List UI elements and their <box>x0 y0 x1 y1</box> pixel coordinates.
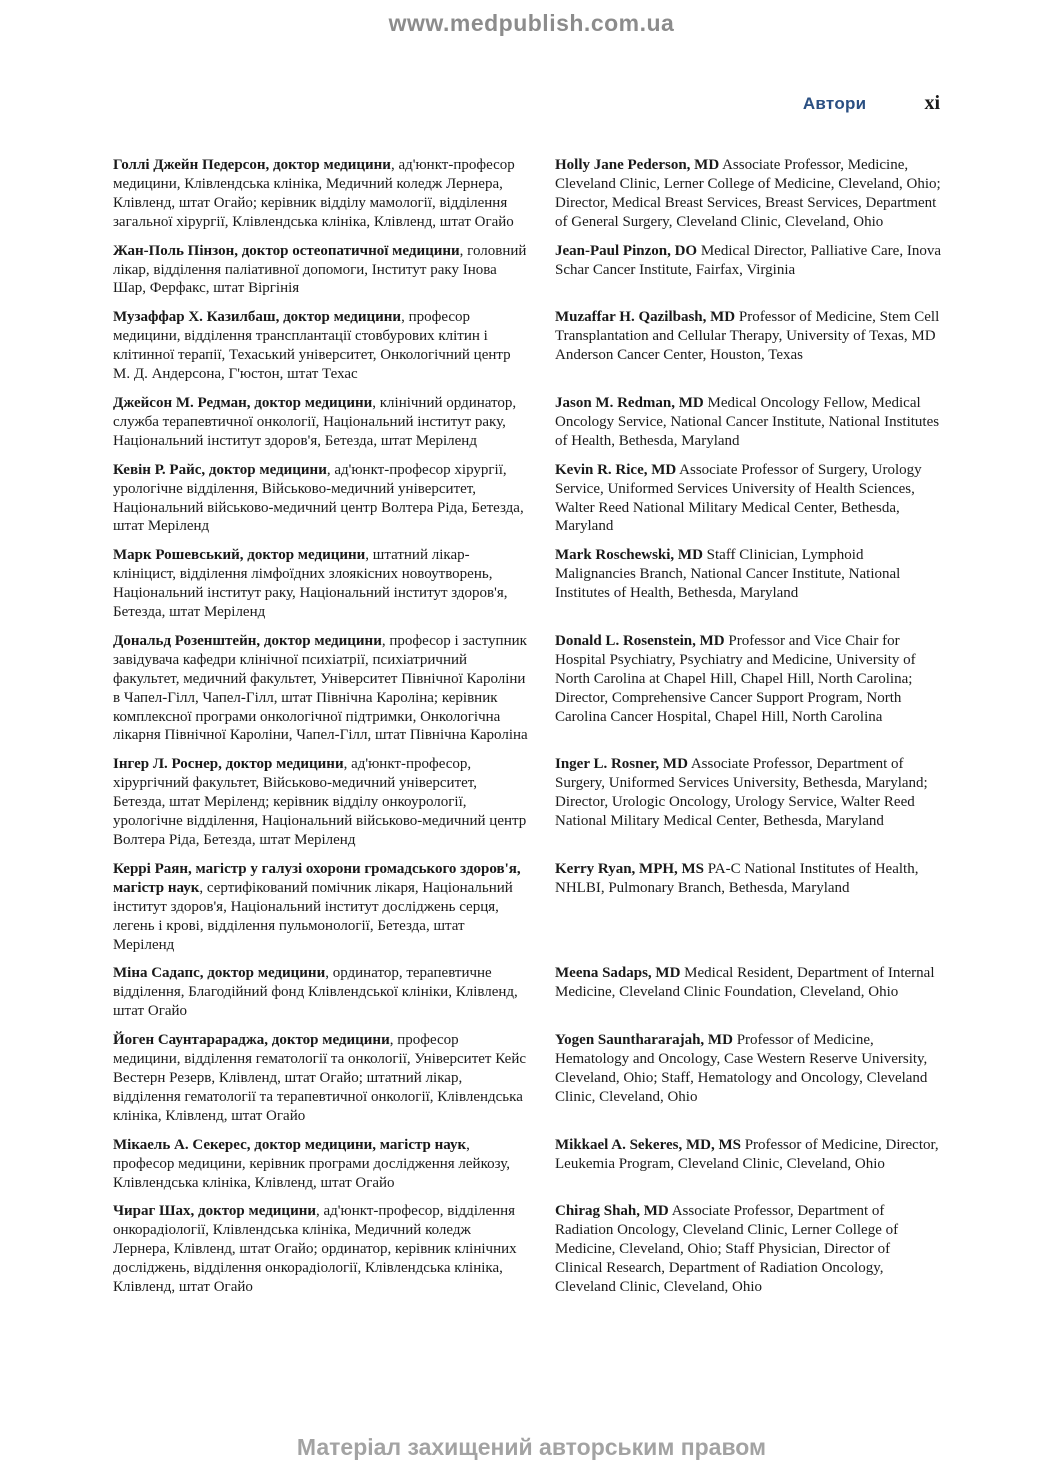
author-affiliation-ua: , ад'юнкт-професор, відділення онкорадіології, Клівлендська клініка, Медичний коледж Лернера, Клівленд, штат Огайо; ординатор, керівник клінічних досліджень, відділення онкорадіології, Клівлендська клініка, Клівленд, штат Огайо <box>113 1203 517 1296</box>
author-name-ua: Йоген Саунтарараджа, доктор медицини <box>113 1032 390 1049</box>
author-name-ua: Джейсон М. Редман, доктор медицини <box>113 394 373 411</box>
author-entry-ukrainian <box>113 242 529 299</box>
author-affiliation-en: Associate Professor, Medicine, Cleveland Clinic, Lerner College of Medicine, Cleveland, Ohio; Director, Medical Breast Services, Breast Services, Department of General Surgery, Cleveland Clinic, Cleveland, Ohio <box>555 157 941 230</box>
author-name-en: Mikkael A. Sekeres, MD, MS <box>555 1136 741 1153</box>
author-entry-ukrainian <box>113 1136 529 1193</box>
author-name-ua: Інгер Л. Роснер, доктор медицини <box>113 756 344 773</box>
author-affiliation-ua: , професор медицини, керівник програми дослідження лейкозу, Клівлендська клініка, Клівленд, штат Огайо <box>113 1136 510 1191</box>
author-entry-english <box>555 964 941 1021</box>
author-name-en: Jason M. Redman, MD <box>555 394 704 411</box>
author-name-ua: Дональд Розенштейн, доктор медицини <box>113 632 382 649</box>
author-name-en: Holly Jane Pederson, MD <box>555 157 720 173</box>
author-name-en: Jean-Paul Pinzon, DO <box>555 242 698 259</box>
author-affiliation-en: Medical Director, Palliative Care, Inova Schar Cancer Institute, Fairfax, Virginia <box>555 242 941 278</box>
author-name-en: Meena Sadaps, MD <box>555 965 681 982</box>
author-affiliation-ua: , штатний лікар-клініцист, відділення лімфоїдних злоякісних новоутворень, Національний інститут раку, Національний інститут здоров'я, Бетезда, штат Меріленд <box>113 547 508 621</box>
author-entry-ukrainian <box>113 308 529 384</box>
author-entry-ukrainian <box>113 1031 529 1126</box>
author-entry-english <box>555 461 941 537</box>
author-entry <box>113 308 941 384</box>
author-name-en: Inger L. Rosner, MD <box>555 756 688 773</box>
author-entry <box>113 1202 941 1297</box>
author-affiliation-ua: , професор і заступник завідувача кафедри клінічної психіатрії, психіатричний факультет, медичний факультет, Університет Північної Кароліни в Чапел-Гілл, Чапел-Гілл, штат Північна Кароліна; керівник комплексної програми онкологічної підтримки, Онкологічна лікарня Північної Кароліни, Чапел-Гілл, штат Північна Кароліна <box>113 632 528 744</box>
author-name-en: Kevin R. Rice, MD <box>555 461 677 478</box>
author-entry-english <box>555 546 941 622</box>
author-entry-ukrainian <box>113 1202 529 1297</box>
author-affiliation-en: PA-C National Institutes of Health, NHLBI, Pulmonary Branch, Bethesda, Maryland <box>555 860 919 896</box>
author-entry-english <box>555 1136 941 1193</box>
author-affiliation-en: Staff Clinician, Lymphoid Malignancies Branch, National Cancer Institute, National Institutes of Health, Bethesda, Maryland <box>555 547 901 602</box>
author-name-en: Yogen Saunthararajah, MD <box>555 1032 733 1049</box>
author-entry-ukrainian <box>113 394 529 451</box>
author-affiliation-en: Professor of Medicine, Director, Leukemia Program, Cleveland Clinic, Cleveland, Ohio <box>555 1136 939 1172</box>
author-entry-english <box>555 1202 941 1297</box>
author-entry <box>113 461 941 537</box>
author-entry-english <box>555 394 941 451</box>
author-entry-english <box>555 632 941 745</box>
author-affiliation-ua: , професор медицини, відділення трансплантації стовбурових клітин і клітинної терапії, Техаський університет, Онкологічний центр М. Д. Андерсона, Г'юстон, штат Техас <box>113 309 511 383</box>
author-affiliation-en: Medical Oncology Fellow, Medical Oncology Service, National Cancer Institute, National Institutes of Health, Bethesda, Maryland <box>555 394 940 449</box>
author-affiliation-ua: , клінічний ординатор, служба терапевтичної онкології, Національний інститут раку, Національний інститут здоров'я, Бетезда, штат Меріленд <box>113 394 517 449</box>
author-name-ua: Жан-Поль Пінзон, доктор остеопатичної медицини <box>113 242 460 259</box>
author-entry <box>113 755 941 850</box>
author-entry-ukrainian <box>113 156 529 232</box>
author-affiliation-en: Medical Resident, Department of Internal Medicine, Cleveland Clinic Foundation, Cleveland, Ohio <box>555 965 935 1001</box>
author-entry-english <box>555 860 941 955</box>
author-entry <box>113 156 941 232</box>
author-name-en: Chirag Shah, MD <box>555 1203 669 1220</box>
author-entry-english <box>555 308 941 384</box>
author-name-en: Mark Roschewski, MD <box>555 547 703 564</box>
author-entry-ukrainian <box>113 860 529 955</box>
author-entry <box>113 242 941 299</box>
author-entry <box>113 964 941 1021</box>
author-name-en: Kerry Ryan, MPH, MS <box>555 860 705 877</box>
author-affiliation-ua: , головний лікар, відділення паліативної допомоги, Інститут раку Інова Шар, Ферфакс, штат Віргінія <box>113 242 527 297</box>
author-affiliation-en: Professor of Medicine, Hematology and Oncology, Case Western Reserve University, Cleveland, Ohio; Staff, Hematology and Oncology, Cleveland Clinic, Cleveland, Ohio <box>555 1032 928 1105</box>
author-name-ua: Керрі Раян, магістр у галузі охорони громадського здоров'я, магістр наук <box>113 860 521 896</box>
author-entry <box>113 632 941 745</box>
author-name-ua: Чираг Шах, доктор медицини <box>113 1203 316 1220</box>
author-entry-ukrainian <box>113 461 529 537</box>
author-name-ua: Марк Рошевський, доктор медицини <box>113 547 366 564</box>
running-header <box>803 92 940 115</box>
top-watermark: www.medpublish.com.ua <box>388 10 675 36</box>
author-affiliation-en: Associate Professor, Department of Radiation Oncology, Cleveland Clinic, Lerner College of Medicine, Cleveland, Ohio; Staff Physician, Director of Clinical Research, Department of Radiation Oncology, Cleveland Clinic, Cleveland, Ohio <box>555 1203 899 1296</box>
section-title: Автори <box>802 94 867 113</box>
bottom-copyright-watermark: Матеріал захищений авторським правом <box>296 1434 767 1460</box>
author-entry <box>113 394 941 451</box>
author-name-en: Donald L. Rosenstein, MD <box>555 632 725 649</box>
author-entry-ukrainian <box>113 964 529 1021</box>
author-name-en: Muzaffar H. Qazilbash, MD <box>555 309 736 326</box>
author-entry-english <box>555 242 941 299</box>
page-number: xi <box>924 92 940 114</box>
author-affiliation-en: Associate Professor, Department of Surgery, Uniformed Services University, Bethesda, Maryland; Director, Urologic Oncology, Urology Service, Walter Reed National Military Medical Center, Bethesda, Maryland <box>555 756 928 830</box>
author-affiliation-en: Associate Professor of Surgery, Urology Service, Uniformed Services University of Health Sciences, Walter Reed National Military Medical Center, Bethesda, Maryland <box>555 461 922 535</box>
author-name-ua: Голлі Джейн Педерсон, доктор медицини <box>113 157 391 173</box>
author-name-ua: Мікаель А. Секерес, доктор медицини, магістр наук <box>113 1136 467 1153</box>
author-name-ua: Міна Садапс, доктор медицини <box>113 965 326 982</box>
author-entry-ukrainian <box>113 632 529 745</box>
author-affiliation-ua: , ад'юнкт-професор хірургії, урологічне відділення, Військово-медичний університет, Національний військово-медичний центр Волтера Ріда, Бетезда, штат Меріленд <box>113 461 524 535</box>
author-affiliation-ua: , сертифікований помічник лікаря, Національний інститут здоров'я, Національний інститут досліджень серця, легень і крові, відділення пульмонології, Бетезда, штат Меріленд <box>113 879 513 953</box>
author-entry <box>113 546 941 622</box>
author-entry <box>113 860 941 955</box>
author-entry-english <box>555 1031 941 1126</box>
author-entry-english <box>555 156 941 232</box>
author-affiliation-ua: , ад'юнкт-професор медицини, Клівлендська клініка, Медичний коледж Лернера, Клівленд, штат Огайо; керівник відділу мамології, відділення загальної хірургії, Клівлендська клініка, Клівленд, штат Огайо <box>113 157 515 230</box>
author-affiliation-en: Professor of Medicine, Stem Cell Transplantation and Cellular Therapy, University of Texas, MD Anderson Cancer Center, Houston, Texas <box>555 309 940 364</box>
author-affiliation-en: Professor and Vice Chair for Hospital Psychiatry, Psychiatry and Medicine, University of North Carolina at Chapel Hill, Chapel Hill, North Carolina; Director, Comprehensive Cancer Support Program, North Carolina Cancer Hospital, Chapel Hill, North Carolina <box>555 632 916 725</box>
author-entry <box>113 1136 941 1193</box>
author-entry-ukrainian <box>113 546 529 622</box>
author-affiliation-ua: , ад'юнкт-професор, хірургічний факультет, Військово-медичний університет, Бетезда, штат Меріленд; керівник відділу онкоурології, урологічне відділення, Національний військово-медичний центр Волтера Ріда, Бетезда, штат Меріленд <box>113 756 527 848</box>
author-name-ua: Музаффар Х. Казилбаш, доктор медицини <box>113 309 402 326</box>
author-entry-ukrainian <box>113 755 529 850</box>
author-name-ua: Кевін Р. Райс, доктор медицини <box>113 461 327 478</box>
author-entry-english <box>555 755 941 850</box>
author-affiliation-ua: , ординатор, терапевтичне відділення, Благодійний фонд Клівлендської клініки, Клівленд, штат Огайо <box>113 965 518 1020</box>
author-list <box>113 156 941 1307</box>
author-entry <box>113 1031 941 1126</box>
author-affiliation-ua: , професор медицини, відділення гематології та онкології, Університет Кейс Вестерн Резерв, Клівленд, штат Огайо; штатний лікар, відділення гематології та терапевтичної онкології, Клівлендська клініка, Клівленд, штат Огайо <box>113 1032 527 1124</box>
